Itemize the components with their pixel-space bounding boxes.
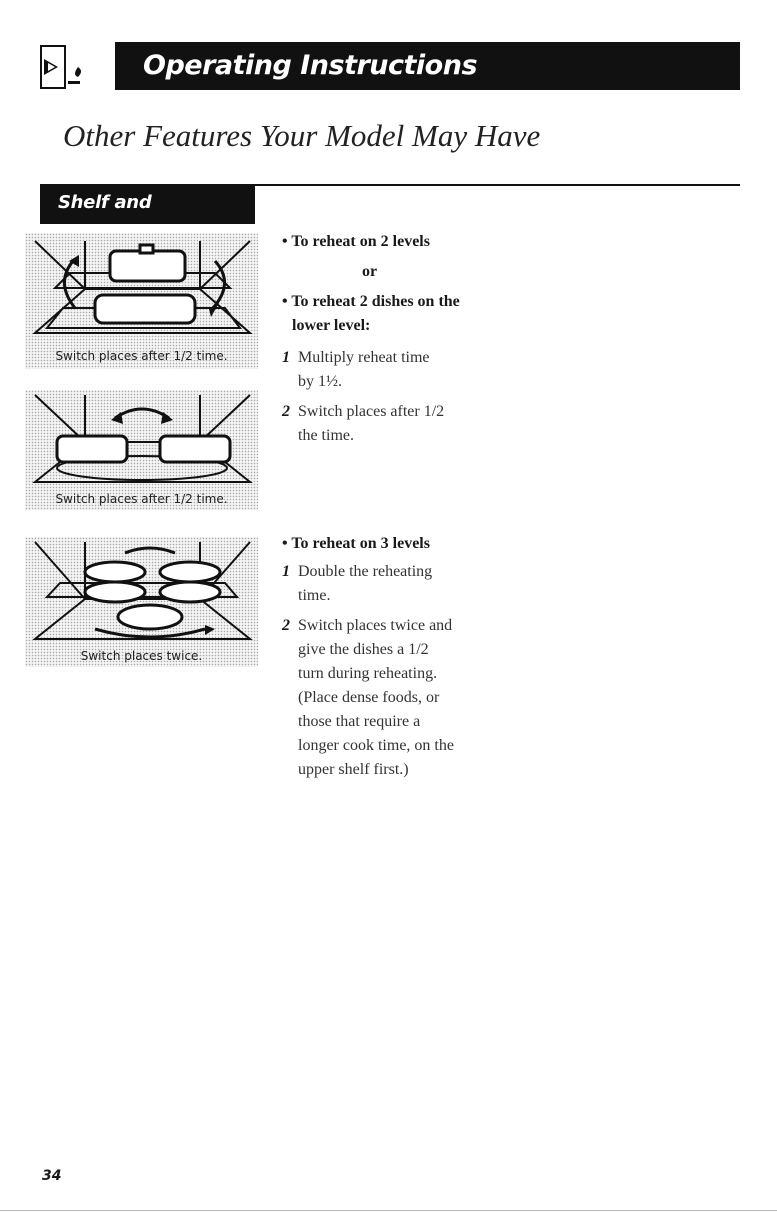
bullet-text: To reheat on 2 levels (291, 233, 430, 250)
step-text: longer cook time, on the (298, 737, 454, 754)
step-number: 2 (282, 403, 290, 420)
illustration-caption: Switch places twice. (80, 649, 203, 663)
step-text: by 1½. (298, 373, 342, 390)
step-text: turn during reheating. (298, 665, 438, 682)
bullet-item: • To reheat 2 dishes on the (282, 293, 460, 310)
page-bottom-edge (0, 1210, 777, 1211)
illustration-three-levels (25, 537, 258, 667)
step-number: 1 (282, 563, 290, 580)
bullet-text-continued: lower level: (292, 317, 371, 334)
section-title: Shelf and (40, 184, 255, 224)
step-item (282, 614, 522, 782)
illustration-two-dishes-lower (25, 390, 258, 510)
three-levels-instructions (282, 532, 522, 782)
step-text: give the dishes a 1/2 (298, 641, 429, 658)
step-text: those that require a (298, 713, 421, 730)
page-header-title: Operating Instructions (115, 42, 740, 90)
step-text: (Place dense foods, or (298, 689, 440, 706)
step-text: Double the reheating (298, 563, 433, 580)
or-separator: or (362, 263, 378, 280)
step-text: the time. (298, 427, 354, 444)
page-subtitle: Other Features Your Model May Have (63, 118, 541, 153)
step-text: time. (298, 587, 331, 604)
bullet-item: • To reheat on 3 levels (282, 535, 430, 552)
bullet-text: To reheat 2 dishes on the (291, 293, 460, 310)
step-text: upper shelf first.) (298, 761, 409, 778)
step-text: Switch places twice and (298, 617, 453, 634)
oven-three-levels-drawing (25, 537, 258, 667)
step-number: 2 (282, 617, 290, 634)
cooking-mode-icon (40, 45, 90, 89)
step-number: 1 (282, 349, 290, 366)
step-item (282, 346, 522, 394)
step-item (282, 400, 522, 448)
step-item (282, 560, 522, 608)
step-text: Multiply reheat time (298, 349, 430, 366)
step-text: Switch places after 1/2 (298, 403, 445, 420)
bullet-item: • To reheat on 2 levels (282, 233, 430, 250)
page-number: 34 (42, 1168, 62, 1184)
bullet-text: To reheat on 3 levels (291, 535, 430, 552)
two-levels-instructions (282, 230, 522, 448)
illustration-caption: Switch places after 1/2 time. (55, 492, 228, 506)
illustration-two-levels (25, 233, 258, 369)
illustration-caption: Switch places after 1/2 time. (55, 349, 228, 363)
